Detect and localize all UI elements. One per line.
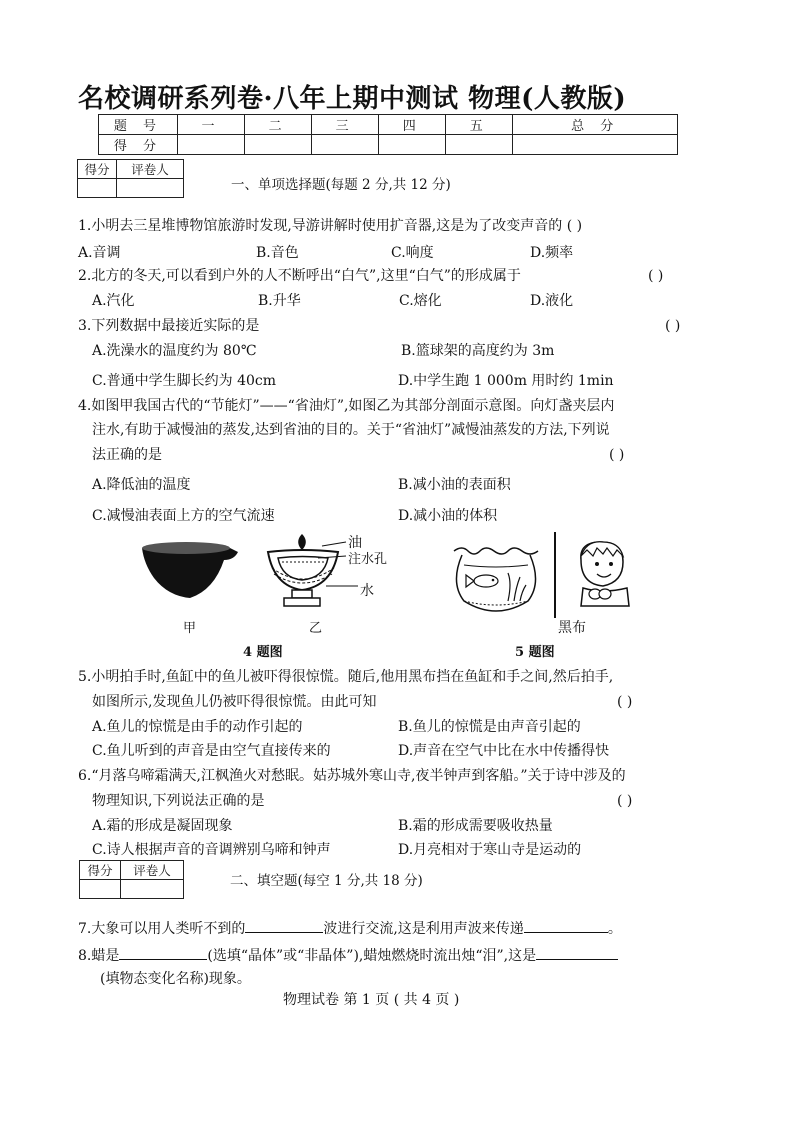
score-header-cell: 题 号 xyxy=(99,115,178,135)
grader-reviewer-label: 评卷人 xyxy=(121,861,184,880)
section-2-heading: 二、填空题(每空 1 分,共 18 分) xyxy=(230,873,423,889)
grader-score-cell[interactable] xyxy=(80,880,121,899)
question-4-line-3: 法正确的是 xyxy=(92,447,162,463)
question-8-part-1: 8.蜡是 xyxy=(78,948,120,964)
score-cell[interactable] xyxy=(446,135,513,155)
question-7-part-2: 波进行交流,这是利用声波来传递 xyxy=(323,921,524,937)
question-7-part-1: 7.大象可以用人类听不到的 xyxy=(78,921,246,937)
question-1-stem: 1.小明去三星堆博物馆旅游时发现,导游讲解时使用扩音器,这是为了改变声音的 ( ) xyxy=(78,218,583,234)
figure-label-yi: 乙 xyxy=(309,621,323,636)
q1-option-c: C.响度 xyxy=(391,245,434,261)
question-7 xyxy=(78,918,622,939)
score-cell[interactable] xyxy=(513,135,678,155)
page-title: 名校调研系列卷·八年上期中测试 物理(人教版) xyxy=(78,84,627,114)
question-4-line-2: 注水,有助于减慢油的蒸发,达到省油的目的。关于“省油灯”减慢油蒸发的方法,下列说 xyxy=(92,422,610,438)
grader-reviewer-label: 评卷人 xyxy=(117,160,184,179)
q4-option-b: B.减小油的表面积 xyxy=(398,477,511,493)
figure-5-boy-clapping xyxy=(573,538,633,608)
q1-option-a: A.音调 xyxy=(78,245,121,261)
question-3-stem: 3.下列数据中最接近实际的是 xyxy=(78,318,260,334)
q6-option-b: B.霜的形成需要吸收热量 xyxy=(398,818,553,834)
q2-option-d: D.液化 xyxy=(530,293,574,309)
question-2-answer-paren: ( ) xyxy=(648,268,664,284)
section-1-heading: 一、单项选择题(每题 2 分,共 12 分) xyxy=(231,177,451,193)
score-table-score-row xyxy=(99,135,678,155)
score-cell[interactable] xyxy=(178,135,245,155)
score-header-cell: 三 xyxy=(312,115,379,135)
question-5-line-2: 如图所示,发现鱼儿仍被吓得很惊慌。由此可知 xyxy=(92,694,377,710)
question-8-line-1 xyxy=(78,945,618,966)
q1-option-b: B.音色 xyxy=(256,245,299,261)
question-5-line-1: 5.小明拍手时,鱼缸中的鱼儿被吓得很惊慌。随后,他用黑布挡在鱼缸和手之间,然后拍手, xyxy=(78,669,614,685)
question-8-blank-1[interactable] xyxy=(119,945,207,960)
score-cell[interactable] xyxy=(312,135,379,155)
grader-box-section1 xyxy=(77,159,184,198)
q6-option-d: D.月亮相对于寒山寺是运动的 xyxy=(398,842,582,858)
score-header-cell: 总 分 xyxy=(513,115,678,135)
question-4-answer-paren: ( ) xyxy=(609,447,625,463)
q5-option-d: D.声音在空气中比在水中传播得快 xyxy=(398,743,610,759)
question-8-part-2: (选填“晶体”或“非晶体”),蜡烛燃烧时流出烛“泪”,这是 xyxy=(207,948,537,964)
figure-5-caption: 5 题图 xyxy=(515,645,555,660)
figure-4-caption: 4 题图 xyxy=(243,645,283,660)
q2-option-b: B.升华 xyxy=(258,293,301,309)
question-5-answer-paren: ( ) xyxy=(617,694,633,710)
question-6-line-1: 6.“月落乌啼霜满天,江枫渔火对愁眠。姑苏城外寒山寺,夜半钟声到客船。”关于诗中涉及的 xyxy=(78,768,626,784)
figure-label-water: 水 xyxy=(360,583,374,599)
figure-5-fishbowl xyxy=(450,543,542,617)
grader-score-label: 得分 xyxy=(78,160,117,179)
score-header-cell: 四 xyxy=(379,115,446,135)
question-6-line-2: 物理知识,下列说法正确的是 xyxy=(92,793,265,809)
q3-option-b: B.篮球架的高度约为 3m xyxy=(401,343,555,359)
score-row-label: 得 分 xyxy=(99,135,178,155)
question-3-answer-paren: ( ) xyxy=(665,318,681,334)
grader-reviewer-cell[interactable] xyxy=(121,880,184,899)
q6-option-c: C.诗人根据声音的音调辨别乌啼和钟声 xyxy=(92,842,331,858)
grader-score-cell[interactable] xyxy=(78,179,117,198)
question-7-blank-2[interactable] xyxy=(524,918,608,933)
question-8-line-2: (填物态变化名称)现象。 xyxy=(100,971,251,987)
q2-option-c: C.熔化 xyxy=(399,293,442,309)
score-cell[interactable] xyxy=(245,135,312,155)
question-8-blank-2[interactable] xyxy=(536,945,618,960)
score-table xyxy=(98,114,678,155)
question-4-line-1: 4.如图甲我国古代的“节能灯”——“省油灯”,如图乙为其部分剖面示意图。向灯盏夹层内 xyxy=(78,398,615,414)
page-footer: 物理试卷 第 1 页 ( 共 4 页 ) xyxy=(283,992,460,1008)
score-table-header-row xyxy=(99,115,678,135)
figure-label-black-cloth: 黑布 xyxy=(558,620,586,636)
q1-option-d: D.频率 xyxy=(530,245,574,261)
q3-option-a: A.洗澡水的温度约为 80℃ xyxy=(92,343,257,359)
score-header-cell: 五 xyxy=(446,115,513,135)
score-header-cell: 一 xyxy=(178,115,245,135)
question-6-answer-paren: ( ) xyxy=(617,793,633,809)
figure-4-jia-lamp xyxy=(138,538,240,608)
score-header-cell: 二 xyxy=(245,115,312,135)
figure-label-jia: 甲 xyxy=(183,621,197,636)
q2-option-a: A.汽化 xyxy=(92,293,135,309)
q5-option-b: B.鱼儿的惊慌是由声音引起的 xyxy=(398,719,581,735)
question-7-blank-1[interactable] xyxy=(245,918,323,933)
grader-score-label: 得分 xyxy=(80,861,121,880)
grader-reviewer-cell[interactable] xyxy=(117,179,184,198)
q5-option-c: C.鱼儿听到的声音是由空气直接传来的 xyxy=(92,743,331,759)
q4-option-d: D.减小油的体积 xyxy=(398,508,498,524)
grader-box-section2 xyxy=(79,860,184,899)
figure-label-hole: 注水孔 xyxy=(348,552,388,567)
q5-option-a: A.鱼儿的惊慌是由手的动作引起的 xyxy=(92,719,303,735)
q4-option-a: A.降低油的温度 xyxy=(92,477,191,493)
q3-option-d: D.中学生跑 1 000m 用时约 1min xyxy=(398,373,614,389)
figure-label-oil: 油 xyxy=(348,535,362,551)
black-cloth-divider xyxy=(554,532,556,618)
q6-option-a: A.霜的形成是凝固现象 xyxy=(92,818,233,834)
q4-option-c: C.减慢油表面上方的空气流速 xyxy=(92,508,275,524)
q3-option-c: C.普通中学生脚长约为 40cm xyxy=(92,373,277,389)
score-cell[interactable] xyxy=(379,135,446,155)
question-2-stem: 2.北方的冬天,可以看到户外的人不断呼出“白气”,这里“白气”的形成属于 xyxy=(78,268,521,284)
question-7-part-3: 。 xyxy=(607,921,622,937)
